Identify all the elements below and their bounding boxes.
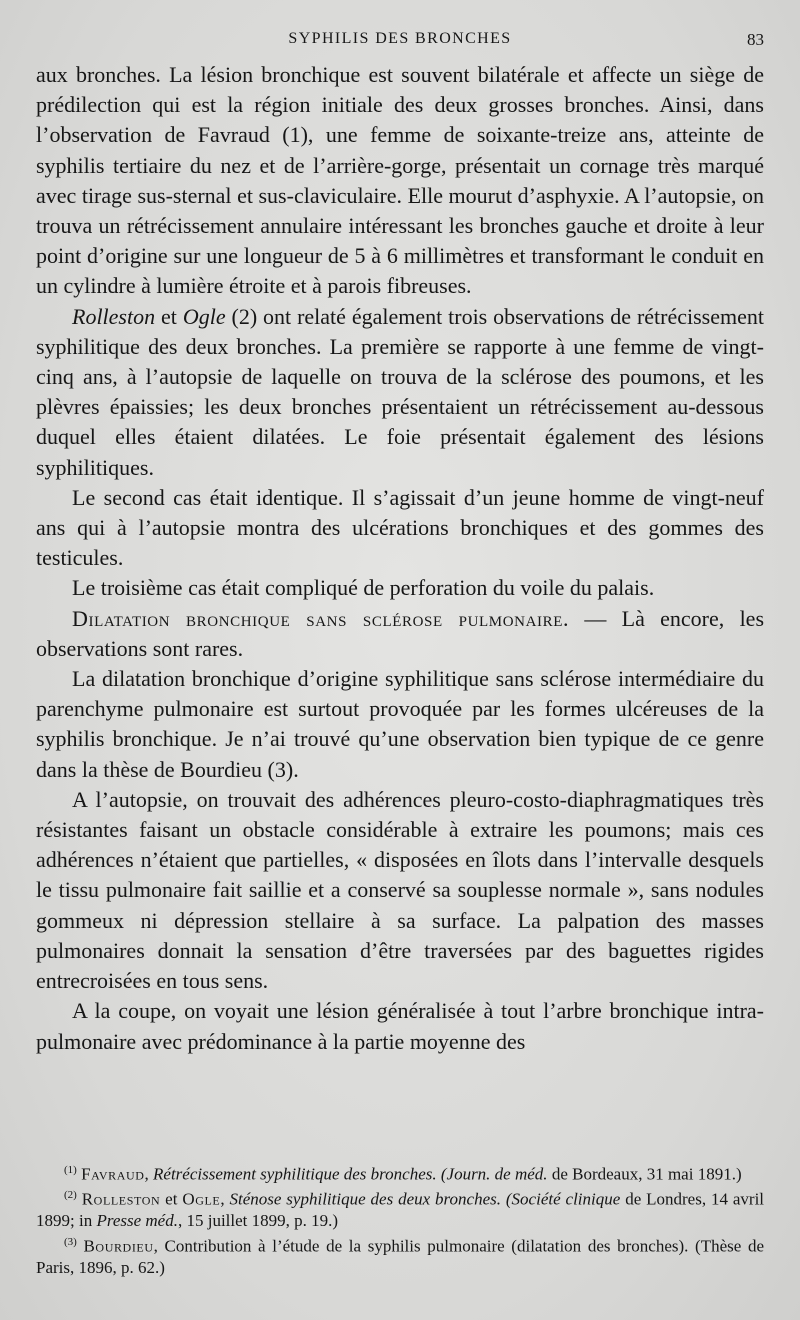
footnote-title: Sténose syphilitique des deux bronches. (Société clinique (229, 1189, 621, 1209)
footnotes (36, 1160, 764, 1278)
paragraph-4: Le troisième cas était compliqué de perforation du voile du palais. (72, 575, 655, 601)
footnote-journal: Presse méd. (96, 1211, 178, 1231)
footnote-conjunction: et (160, 1189, 183, 1209)
footnote-mark: (3) (64, 1235, 77, 1248)
page-header (0, 30, 800, 58)
footnote-3 (36, 1232, 764, 1279)
paragraph-6: La dilatation bronchique d’origine syphilitique sans sclérose intermédiaire du parenchyme pulmonaire est surtout provoquée par les formes ulcéreuses de la syphilis bronchique. Je n’ai trouvé qu’une observation bien typique de ce genre dans la thèse de Bourdieu (3). (36, 666, 764, 782)
footnote-title: Rétrécissement syphilitique des bronches. (Journ. de méd. (153, 1164, 548, 1184)
running-title: SYPHILIS DES BRONCHES (288, 30, 512, 47)
footnote-mark: (2) (64, 1189, 77, 1202)
page-number: 83 (747, 30, 764, 49)
footnote-1: $^{(1)}$ Favraud, Rétrécissement syphilitique des bronches. (Journ. de méd. de Bordeaux, 31 mai 1891.) (64, 1164, 742, 1184)
body-text (36, 60, 764, 1057)
footnote-text-2: , 15 juillet 1899, p. 19.) (177, 1211, 339, 1231)
paragraph-7: A l’autopsie, on trouvait des adhérences pleuro-costo-diaphragmatiques très résistantes faisant un obstacle considérable à extraire les poumons; mais ces adhérences n’étaient que partielles, « disposées en îlots dans l’intervalle desquels le tissu pulmonaire fait saillie et a conservé sa souplesse normale », sans nodules gommeux ni dépression stellaire à sa surface. La palpation des masses pulmonaires donnait la sensation d’être traversées par des baguettes rigides entrecroisées en tous sens. (36, 786, 764, 994)
footnote-mark: (1) (64, 1164, 77, 1176)
author-rolleston: Rolleston (72, 303, 156, 329)
paragraph-2-text: (2) ont relaté également trois observations de rétrécissement syphilitique des deux bronches. La première se rapporte à une femme de vingt-cinq ans, à l’autopsie de laquelle on trouva de la sclérose des poumons, et les plèvres épaissies; les deux bronches présentaient un rétrécissement au-dessous duquel elles étaient dilatées. Le foie présentait également des lésions syphilitiques. (36, 303, 764, 480)
paragraph-5-text: — Là encore, les observations sont rares. (36, 605, 765, 661)
footnote-text: de Bordeaux, 31 mai 1891.) (547, 1164, 742, 1184)
section-heading: Dilatation bronchique sans sclérose pulmonaire. (72, 605, 570, 631)
paragraph-5 (36, 604, 764, 664)
paragraph-2 (36, 302, 764, 483)
footnote-text: de Londres, 14 avril 1899; in (36, 1189, 765, 1231)
footnote-text: , Contribution à l’étude de la syphilis pulmonaire (dilatation des bronches). (Thèse de Paris, 1896, p. 62.) (36, 1236, 764, 1277)
author-ogle: Ogle (182, 303, 226, 329)
footnote-author: Rolleston (81, 1189, 161, 1209)
conjunction: et (155, 303, 183, 329)
footnote-author-2: Ogle (182, 1189, 221, 1209)
footnote-author: Bourdieu (83, 1236, 154, 1256)
footnote-2: $^{(2)}$ Rolleston et Ogle, Sténose syphilitique des deux bronches. (Société clinique de Londres, 14 avril 1899; in Presse méd., 15 juillet 1899, p. 19.) (36, 1189, 765, 1231)
paragraph-1: aux bronches. La lésion bronchique est souvent bilatérale et affecte un siège de prédilection qui est la région initiale des deux grosses bronches. Ainsi, dans l’observation de Favraud (1), une femme de soixante-treize ans, atteinte de syphilis tertiaire du nez et de l’arrière-gorge, présentait un cornage très marqué avec tirage sus-sternal et sus-claviculaire. Elle mourut d’asphyxie. A l’autopsie, on trouva un rétrécissement annulaire intéressant les bronches gauche et droite à leur point d’origine sur une longueur de 5 à 6 millimètres et transformant le conduit en un cylindre à lumière étroite et à parois fibreuses. (36, 62, 764, 299)
paragraph-8: A la coupe, on voyait une lésion généralisée à tout l’arbre bronchique intra-pulmonaire avec prédominance à la partie moyenne des (36, 998, 764, 1054)
paragraph-3: Le second cas était identique. Il s’agissait d’un jeune homme de vingt-neuf ans qui à l’autopsie montra des ulcérations bronchiques et des gommes des testicules. (36, 484, 764, 571)
footnote-author: Favraud (81, 1164, 145, 1184)
